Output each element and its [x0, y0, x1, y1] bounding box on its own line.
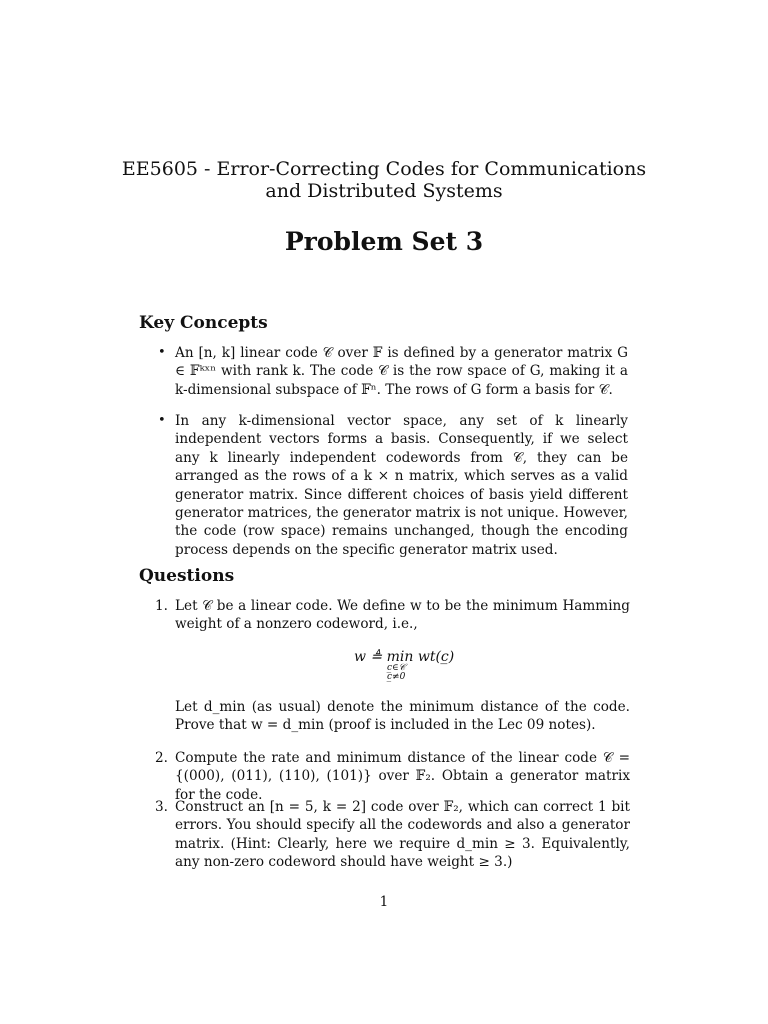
question-number: 1.	[155, 598, 168, 614]
course-title-line-2: and Distributed Systems	[265, 180, 503, 202]
min-weight-equation	[354, 649, 455, 682]
question-text: Construct an [n = 5, k = 2] code over 𝔽₂, which can correct 1 bit errors. You should specify all the codewords and also a generator matrix. (Hint: Clearly, here we require d_min ≥ 3. Equivalently, any non-zero codeword should have weight ≥ 3.)	[175, 799, 630, 871]
page-number: 1	[379, 894, 389, 910]
equation-subscript-line-2: c̲≠0	[387, 672, 406, 682]
question-number: 3.	[155, 799, 168, 815]
bullet-dot-icon: •	[158, 345, 166, 360]
questions-heading: Questions	[139, 566, 235, 586]
question-text: Let 𝒞 be a linear code. We define w to be the minimum Hamming weight of a nonzero codeword, i.e.,	[175, 598, 630, 633]
problem-set-title: Problem Set 3	[284, 227, 484, 256]
question-continuation: Let d_min (as usual) denote the minimum distance of the code. Prove that w = d_min (proof is included in the Lec 09 notes).	[175, 699, 630, 734]
bullet-dot-icon: •	[158, 413, 166, 428]
equation-subscript-line-1: c̲∈𝒞	[387, 663, 406, 673]
course-title-line-1: EE5605 - Error-Correcting Codes for Communications	[121, 158, 647, 180]
equation-main: w ≜ min wt(c̲)	[354, 649, 455, 665]
key-concepts-heading: Key Concepts	[139, 313, 268, 333]
question-number: 2.	[155, 750, 168, 766]
key-concept-text: An [n, k] linear code 𝒞 over 𝔽 is defined by a generator matrix G ∈ 𝔽ᵏˣⁿ with rank k. The code 𝒞 is the row space of G, making it a k-dimensional subspace of 𝔽ⁿ. The rows of G form a basis for 𝒞.	[175, 345, 628, 398]
course-title	[0, 158, 768, 202]
key-concept-text: In any k-dimensional vector space, any set of k linearly independent vectors forms a basis. Consequently, if we select any k linearly independent codewords from 𝒞, they can be arranged as the rows of a k × n matrix, which serves as a valid generator matrix. Since different choices of basis yield different generator matrices, the generator matrix is not unique. However, the code (row space) remains unchanged, though the encoding process depends on the specific generator matrix used.	[175, 413, 628, 558]
question-text: Compute the rate and minimum distance of the linear code 𝒞 = {(000), (011), (110), (101)} over 𝔽₂. Obtain a generator matrix for the code.	[175, 750, 630, 803]
equation-subscript	[387, 664, 405, 682]
